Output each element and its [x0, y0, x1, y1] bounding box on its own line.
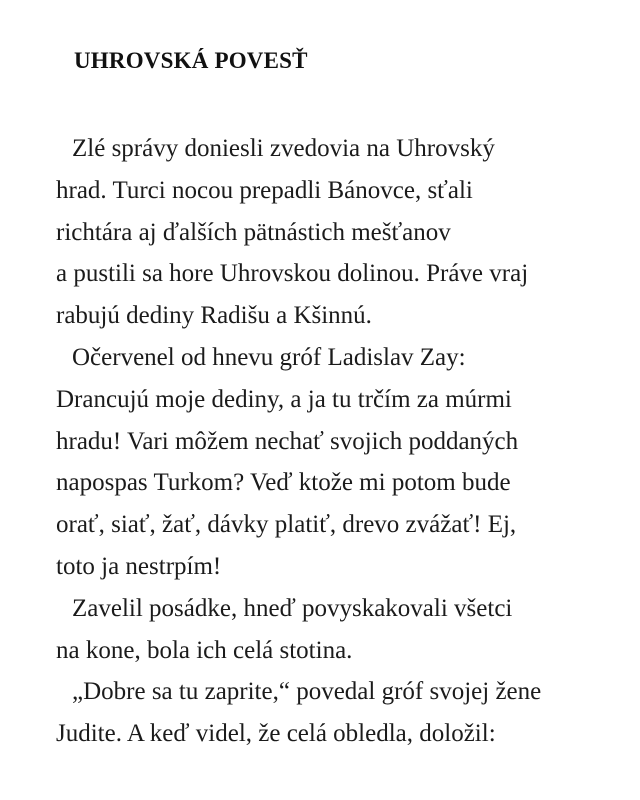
text-line: richtára aj ďalších pätnástich mešťanov — [56, 218, 451, 246]
text-line: napospas Turkom? Veď ktože mi potom bude — [56, 469, 511, 497]
chapter-title: UHROVSKÁ POVESŤ — [74, 48, 308, 73]
text-line: Judite. A keď videl, že celá obledla, doložil: — [56, 720, 496, 748]
text-line: na kone, bola ich celá stotina. — [56, 636, 353, 664]
text-line: a pustili sa hore Uhrovskou dolinou. Práve vraj — [56, 260, 529, 288]
text-line: Očervenel od hnevu gróf Ladislav Zay: — [72, 343, 466, 371]
text-line: Zlé správy doniesli zvedovia na Uhrovský — [72, 135, 495, 162]
text-line: Zavelil posádke, hneď povyskakovali všetci — [72, 594, 513, 622]
text-line: Drancujú moje dediny, a ja tu trčím za múrmi — [56, 385, 512, 413]
text-line: rabujú dediny Radišu a Kšinnú. — [56, 302, 372, 330]
story-text — [56, 128, 616, 755]
text-line: toto ja nestrpím! — [56, 552, 222, 580]
text-line: „Dobre sa tu zaprite,“ povedal gróf svojej žene — [72, 678, 542, 706]
text-line: orať, siať, žať, dávky platiť, drevo zvážať! Ej, — [56, 511, 517, 539]
text-line: hradu! Vari môžem nechať svojich poddaných — [56, 427, 519, 455]
text-line: hrad. Turci nocou prepadli Bánovce, sťali — [56, 176, 473, 204]
